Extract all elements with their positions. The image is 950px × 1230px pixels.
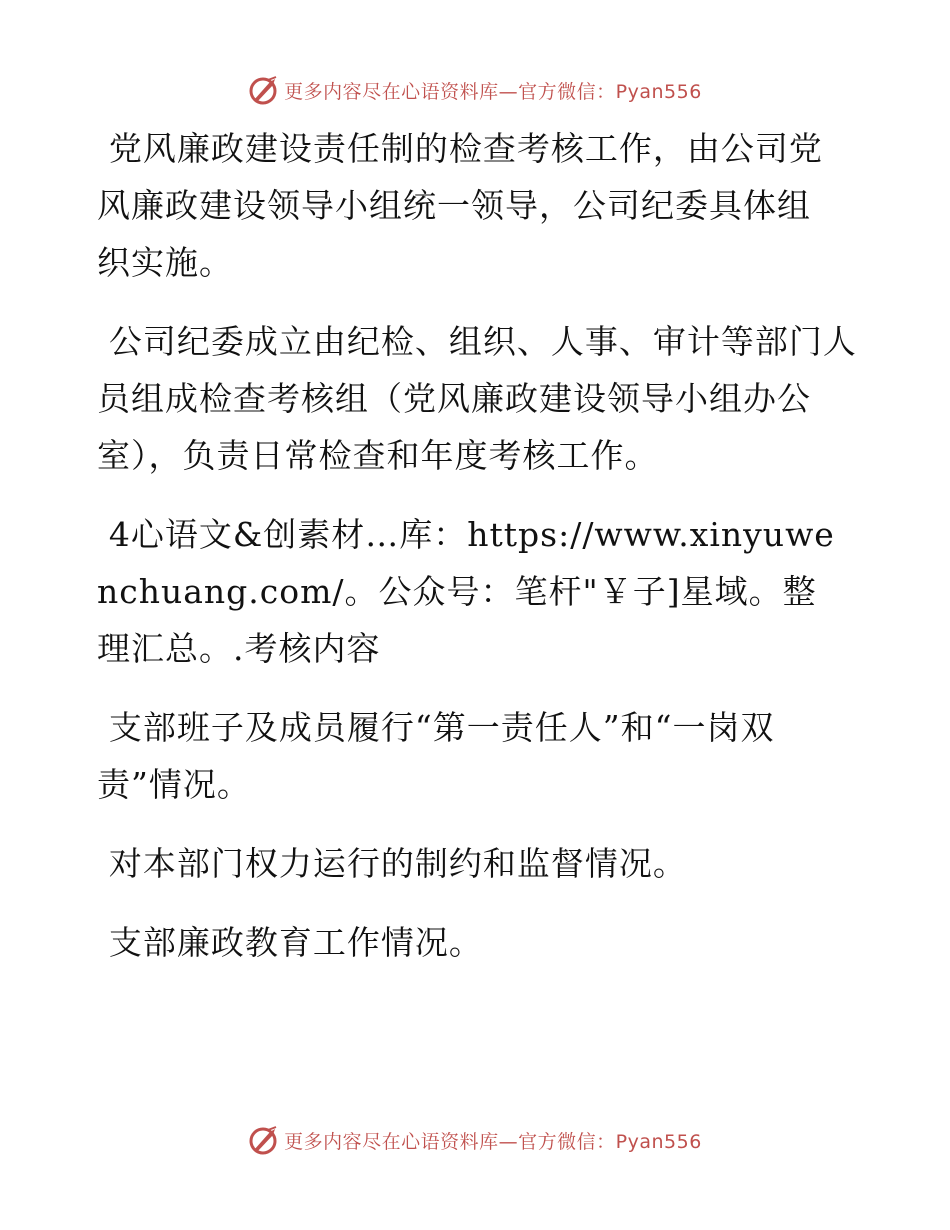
- document-body: [97, 120, 857, 993]
- watermark-text: 更多内容尽在心语资料库—官方微信：Pyan556: [284, 80, 702, 103]
- header-watermark: [0, 70, 950, 110]
- paragraph-1: 党风廉政建设责任制的检查考核工作，由公司党风廉政建设领导小组统一领导，公司纪委具体组织实施。: [97, 129, 823, 282]
- paragraph-6: 支部廉政教育工作情况。: [108, 923, 483, 962]
- paragraph-5: 对本部门权力运行的制约和监督情况。: [108, 844, 687, 883]
- watermark-text: 更多内容尽在心语资料库—官方微信：Pyan556: [284, 1130, 702, 1153]
- paragraph-3: 4心语文&创素材…库：https://www.xinyuwenchuang.com/。公众号：笔杆"￥子]星域。整理汇总。.考核内容: [97, 515, 835, 668]
- paragraph-2: 公司纪委成立由纪检、组织、人事、审计等部门人员组成检查考核组（党风廉政建设领导小组办公室），负责日常检查和年度考核工作。: [97, 322, 857, 475]
- paragraph-4: 支部班子及成员履行“第一责任人”和“一岗双责”情况。: [97, 708, 775, 804]
- pen-logo-icon: [248, 74, 280, 106]
- footer-watermark: [0, 1120, 950, 1160]
- pen-logo-icon: [248, 1124, 280, 1156]
